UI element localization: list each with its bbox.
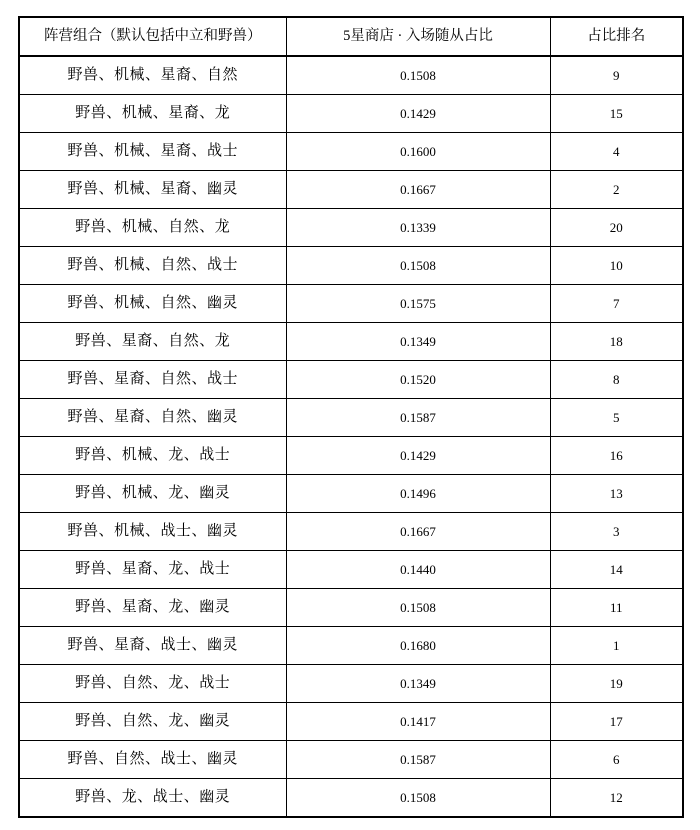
table-row (19, 513, 683, 551)
cell-faction-combo: 野兽、机械、星裔、幽灵 (19, 171, 286, 209)
cell-ratio: 0.1508 (286, 56, 550, 95)
table-row (19, 741, 683, 779)
cell-rank: 18 (550, 323, 683, 361)
table-row (19, 247, 683, 285)
data-table-container (18, 16, 682, 818)
cell-ratio: 0.1496 (286, 475, 550, 513)
cell-ratio: 0.1575 (286, 285, 550, 323)
cell-rank: 13 (550, 475, 683, 513)
cell-faction-combo: 野兽、星裔、战士、幽灵 (19, 627, 286, 665)
column-header-ratio: 5星商店 · 入场随从占比 (286, 17, 550, 56)
cell-ratio: 0.1587 (286, 741, 550, 779)
cell-faction-combo: 野兽、机械、星裔、自然 (19, 56, 286, 95)
cell-faction-combo: 野兽、龙、战士、幽灵 (19, 779, 286, 818)
cell-rank: 5 (550, 399, 683, 437)
column-header-rank: 占比排名 (550, 17, 683, 56)
cell-rank: 15 (550, 95, 683, 133)
cell-faction-combo: 野兽、自然、龙、幽灵 (19, 703, 286, 741)
cell-ratio: 0.1508 (286, 779, 550, 818)
cell-ratio: 0.1600 (286, 133, 550, 171)
table-row (19, 171, 683, 209)
table-body (19, 56, 683, 817)
cell-rank: 2 (550, 171, 683, 209)
cell-ratio: 0.1508 (286, 247, 550, 285)
cell-rank: 7 (550, 285, 683, 323)
cell-rank: 16 (550, 437, 683, 475)
cell-rank: 14 (550, 551, 683, 589)
cell-ratio: 0.1429 (286, 437, 550, 475)
table-row (19, 285, 683, 323)
cell-ratio: 0.1349 (286, 323, 550, 361)
table-row (19, 437, 683, 475)
cell-faction-combo: 野兽、机械、龙、战士 (19, 437, 286, 475)
cell-ratio: 0.1440 (286, 551, 550, 589)
cell-faction-combo: 野兽、星裔、自然、幽灵 (19, 399, 286, 437)
table-row (19, 361, 683, 399)
table-row (19, 665, 683, 703)
cell-rank: 11 (550, 589, 683, 627)
table-row (19, 209, 683, 247)
cell-faction-combo: 野兽、星裔、自然、龙 (19, 323, 286, 361)
cell-faction-combo: 野兽、机械、龙、幽灵 (19, 475, 286, 513)
table-row (19, 551, 683, 589)
cell-ratio: 0.1429 (286, 95, 550, 133)
cell-faction-combo: 野兽、机械、自然、龙 (19, 209, 286, 247)
cell-ratio: 0.1667 (286, 513, 550, 551)
table-row (19, 779, 683, 818)
cell-ratio: 0.1417 (286, 703, 550, 741)
cell-faction-combo: 野兽、机械、星裔、龙 (19, 95, 286, 133)
table-row (19, 95, 683, 133)
cell-ratio: 0.1680 (286, 627, 550, 665)
cell-faction-combo: 野兽、机械、战士、幽灵 (19, 513, 286, 551)
cell-rank: 6 (550, 741, 683, 779)
cell-rank: 10 (550, 247, 683, 285)
cell-rank: 12 (550, 779, 683, 818)
table-row (19, 399, 683, 437)
table-row (19, 56, 683, 95)
cell-rank: 1 (550, 627, 683, 665)
cell-rank: 19 (550, 665, 683, 703)
cell-ratio: 0.1339 (286, 209, 550, 247)
cell-rank: 9 (550, 56, 683, 95)
table-row (19, 589, 683, 627)
table-row (19, 133, 683, 171)
table-header-row (19, 17, 683, 56)
cell-faction-combo: 野兽、星裔、龙、幽灵 (19, 589, 286, 627)
cell-ratio: 0.1587 (286, 399, 550, 437)
cell-rank: 20 (550, 209, 683, 247)
cell-rank: 17 (550, 703, 683, 741)
cell-faction-combo: 野兽、机械、星裔、战士 (19, 133, 286, 171)
cell-faction-combo: 野兽、自然、战士、幽灵 (19, 741, 286, 779)
cell-ratio: 0.1349 (286, 665, 550, 703)
table-row (19, 475, 683, 513)
cell-rank: 4 (550, 133, 683, 171)
cell-faction-combo: 野兽、机械、自然、幽灵 (19, 285, 286, 323)
cell-rank: 3 (550, 513, 683, 551)
cell-faction-combo: 野兽、星裔、龙、战士 (19, 551, 286, 589)
cell-faction-combo: 野兽、星裔、自然、战士 (19, 361, 286, 399)
cell-ratio: 0.1667 (286, 171, 550, 209)
cell-rank: 8 (550, 361, 683, 399)
cell-ratio: 0.1508 (286, 589, 550, 627)
table-row (19, 323, 683, 361)
cell-faction-combo: 野兽、机械、自然、战士 (19, 247, 286, 285)
faction-ratio-table (18, 16, 684, 818)
cell-faction-combo: 野兽、自然、龙、战士 (19, 665, 286, 703)
table-row (19, 703, 683, 741)
cell-ratio: 0.1520 (286, 361, 550, 399)
column-header-combo: 阵营组合（默认包括中立和野兽） (19, 17, 286, 56)
table-row (19, 627, 683, 665)
